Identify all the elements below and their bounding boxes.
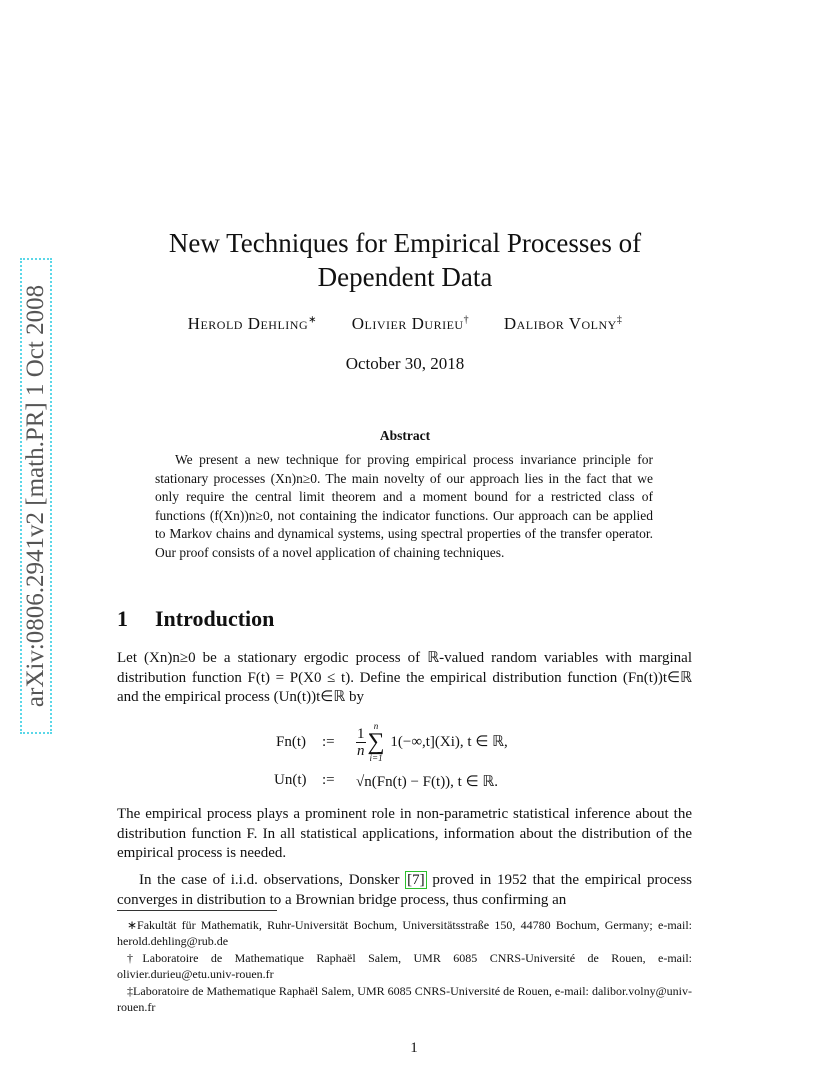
intro-paragraph-2-text: The empirical process plays a prominent role in non-parametric statistical inference about the distribution function F. In all statistical applications, information about the distribution of the empirical process is needed. xyxy=(117,806,692,861)
footnotes xyxy=(117,918,692,1017)
equation-2-lhs: Un(t) xyxy=(274,772,307,788)
title-line-1: New Techniques for Empirical Processes of xyxy=(168,228,642,258)
author-2-name: Olivier Durieu xyxy=(351,314,464,333)
author-2 xyxy=(352,314,469,334)
equation-1-rhs xyxy=(356,722,508,763)
paper-date: October 30, 2018 xyxy=(345,354,465,373)
author-1-mark: ∗ xyxy=(308,314,318,326)
author-3-name: Dalibor Volny xyxy=(503,314,617,333)
equation-1-rhs-text: 1(−∞,t](Xi), t ∈ ℝ, xyxy=(390,733,508,750)
author-list xyxy=(120,314,690,334)
footnote-1: ∗Fakultät für Mathematik, Ruhr-Universität Bochum, Universitätsstraße 150, 44780 Bochum, Germany; e-mail: herold.dehling@rub.de xyxy=(117,918,692,948)
footnote-3: ‡Laboratoire de Mathematique Raphaël Salem, UMR 6085 CNRS-Université de Rouen, e-mail: dalibor.volny@univ-rouen.fr xyxy=(117,984,692,1014)
fraction-1-over-n: $\frac{1}{n}$ xyxy=(357,726,365,759)
intro-paragraph-1-text: Let (Xn)n≥0 be a stationary ergodic process of ℝ-valued random variables with marginal distribution function F(t) = P(X0 ≤ t). Define the empirical distribution function (Fn(t))t∈ℝ and the empirical process (Un(t))t∈ℝ by xyxy=(117,650,692,705)
paper-title xyxy=(120,226,690,294)
intro-paragraph-2 xyxy=(117,805,692,864)
author-1 xyxy=(188,314,317,334)
arxiv-stamp: arXiv:0806.2941v2 [math.PR] 1 Oct 2008 xyxy=(22,284,49,708)
equation-2-rhs: √n(Fn(t) − F(t)), t ∈ ℝ. xyxy=(356,774,499,790)
author-3 xyxy=(504,314,623,334)
footnote-2: †Laboratoire de Mathematique Raphaël Salem, UMR 6085 CNRS-Université de Rouen, e-mail: olivier.durieu@etu.univ-rouen.fr xyxy=(117,951,692,981)
intro-paragraph-1 xyxy=(117,649,692,708)
section-number: 1 xyxy=(117,606,128,631)
summation-sign: n ∑ i=1 xyxy=(367,721,385,763)
title-line-2: Dependent Data xyxy=(317,262,493,292)
author-2-mark: † xyxy=(463,314,470,326)
intro-paragraph-3-start: In the case of i.i.d. observations, Donsker xyxy=(139,872,400,888)
abstract-heading: Abstract xyxy=(379,428,431,443)
intro-paragraph-3 xyxy=(117,871,692,910)
equation-1-lhs: Fn(t) xyxy=(276,734,306,750)
abstract-text: We present a new technique for proving empirical process invariance principle for stationary processes (Xn)n≥0. The main novelty of our approach lies in the fact that we only require the central limit theorem and a moment bound for a restricted class of functions (f(Xn))n≥0, not containing the indicator functions. Our approach can be applied to Markov chains and dynamical systems, using spectral properties of the transfer operator. Our proof consists of a novel application of chaining techniques. xyxy=(155,452,653,560)
author-3-mark: ‡ xyxy=(616,314,623,326)
section-heading xyxy=(117,606,274,632)
abstract-body xyxy=(155,451,653,562)
footnote-rule xyxy=(117,910,277,911)
equation-2-def: := xyxy=(322,772,335,788)
citation-link[interactable]: [7] xyxy=(407,872,425,888)
intro-paragraph-3-end: proved in 1952 that the empirical process converges in distribution to a Brownian bridge process, thus confirming an xyxy=(117,872,693,908)
section-title: Introduction xyxy=(155,606,275,631)
author-1-name: Herold Dehling xyxy=(187,314,309,333)
page-number: 1 xyxy=(410,1040,418,1056)
equation-1-def: := xyxy=(322,734,335,750)
